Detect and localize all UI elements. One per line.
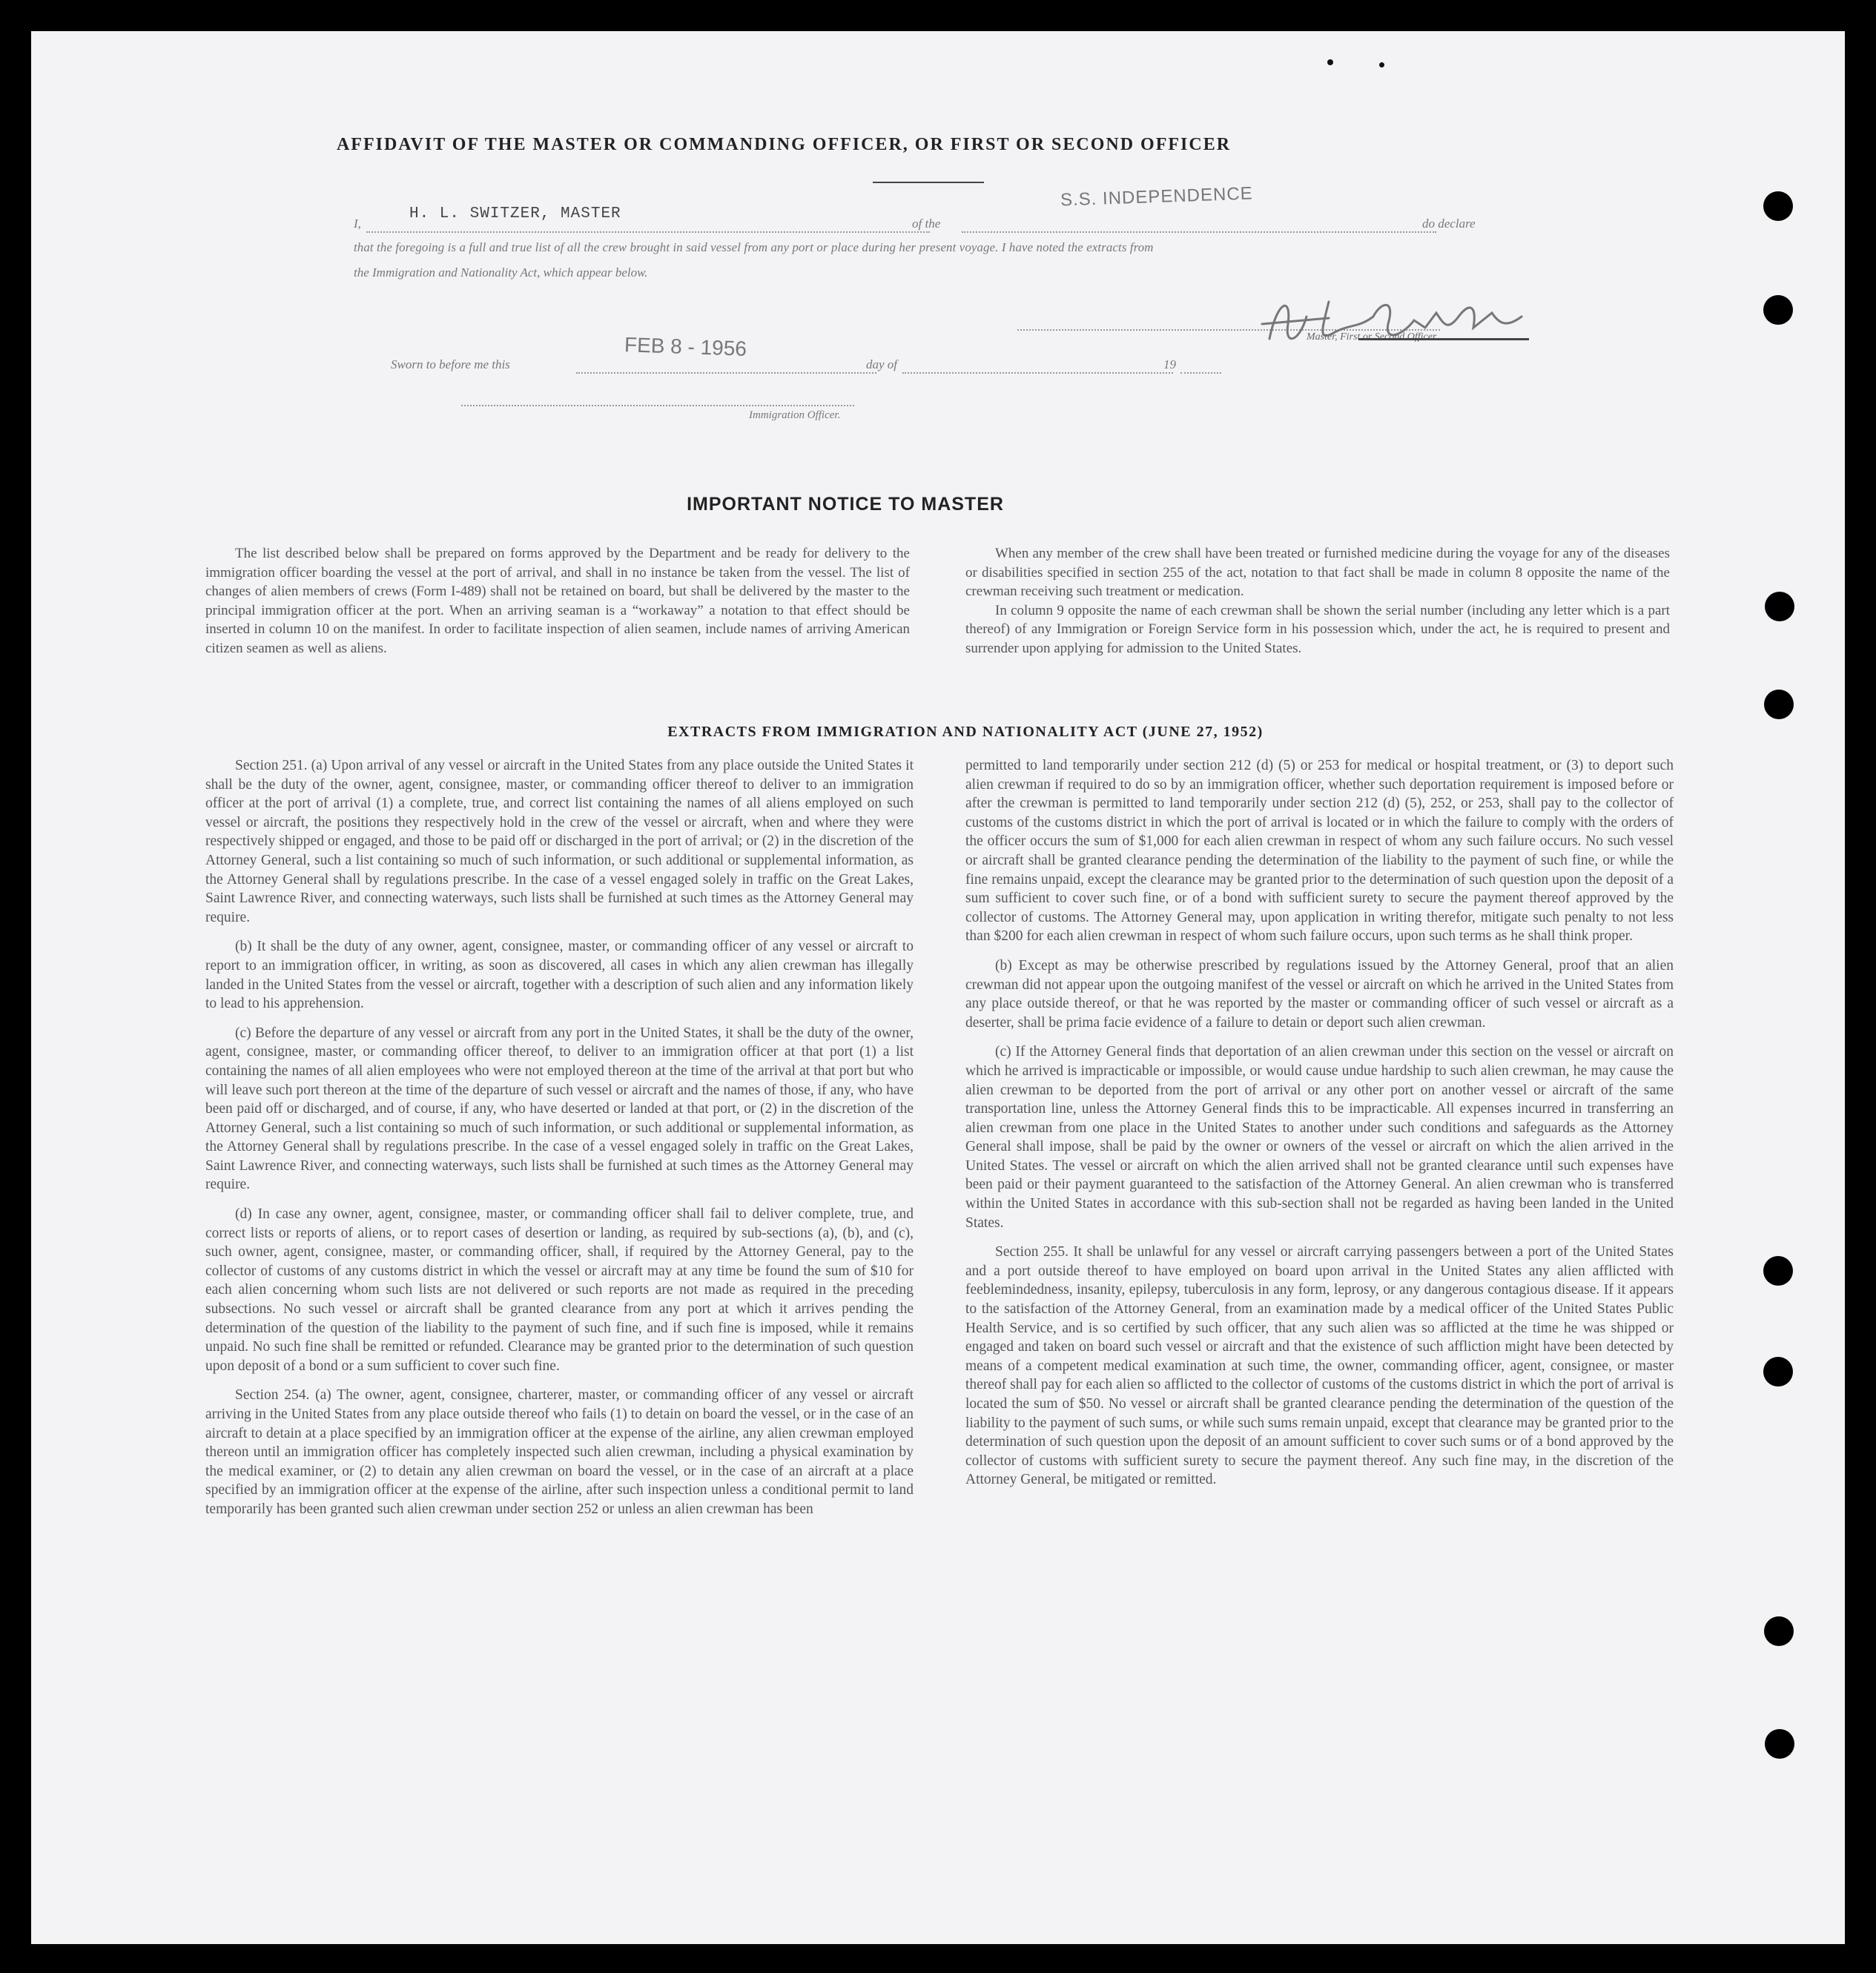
punch-hole [1763,1256,1793,1286]
master-name: H. L. SWITZER, MASTER [409,205,621,222]
section-254-a: Section 254. (a) The owner, agent, consignee, charterer, master, or commanding officer of any vessel or aircraft arriving in the United States from any place outside thereof who fails (1) to detain on board the vessel, or in the case of an aircraft to detain at a place specified by an immigration officer at the expense of the airline, any alien crewman employed thereon until an immigration officer has completely inspected such alien crewman, including a physical examination by the medical examiner, or (2) to detain any alien crewman on board the vessel, or in the case of an aircraft at a place specified by an immigration officer at the expense of the airline, after such inspection unless a conditional permit to land temporarily has been granted such alien crewman under section 252 or unless an alien crewman has been [205,1387,914,1517]
name-line [366,231,930,233]
declaration-line-2: the Immigration and Nationality Act, which appear below. [354,265,648,280]
section-251-b: (b) It shall be the duty of any owner, agent, consignee, master, or commanding officer of any vessel or aircraft to report to an immigration officer, in writing, as soon as discovered, all cases in which any alien crewman has illegally landed in the United States from the vessel or aircraft, together with a description of such alien and any information likely to lead to his apprehension. [205,939,914,1012]
vessel-name-stamp: S.S. INDEPENDENCE [1060,183,1254,211]
notice-heading: IMPORTANT NOTICE TO MASTER [687,494,1004,515]
section-251-a: Section 251. (a) Upon arrival of any vessel or aircraft in the United States from any place outside the United States it shall be the duty of the owner, agent, consignee, master, or commanding officer thereof to deliver to an immigration officer at the port of arrival (1) a complete, true, and correct list containing the names of all aliens employed on such vessel or aircraft, the positions they respectively hold in the crew of the vessel or aircraft, when and where they were respectively shipped or engaged, and those to be paid off or discharged in the port of arrival; or (2) in the discretion of the Attorney General, such a list containing so much of such information, or such additional or supplemental information, as the Attorney General shall by regulations prescribe. In the case of a vessel engaged solely in traffic on the Great Lakes, Saint Lawrence River, and connecting waterways, such lists shall be furnished at such times as the Attorney General may require. [205,758,914,925]
month-line [902,372,1173,374]
master-signature [1247,272,1544,361]
officer-line [461,405,854,406]
affidavit-title: AFFIDAVIT OF THE MASTER OR COMMANDING OFFICER, OR FIRST OR SECOND OFFICER [336,135,1232,154]
punch-hole [1763,295,1793,325]
extracts-heading: EXTRACTS FROM IMMIGRATION AND NATIONALITY ACT (JUNE 27, 1952) [667,724,1264,740]
punch-hole [1764,1616,1794,1646]
vessel-line [962,231,1436,233]
section-254-b: (b) Except as may be otherwise prescribed by regulations issued by the Attorney General, proof that an alien crewman did not appear upon the outgoing manifest of the vessel or aircraft on which he arrived in the United States from any place outside thereof, or that he was reported by the master or commanding officer of such vessel or aircraft as a deserter, shall be prima facie evidence of a failure to detain or deport such alien crewman. [965,957,1674,1031]
title-rule [873,182,984,183]
punch-hole [1763,1357,1793,1387]
of-the-label: of the [912,217,941,231]
notice-right-column [965,544,1670,658]
extracts-right-column [965,756,1674,1500]
year-label: 19 [1160,357,1179,372]
sworn-date-line [576,372,876,374]
scan-speck [1379,62,1384,67]
notice-left-column [205,544,910,658]
section-251-c: (c) Before the departure of any vessel or aircraft from any port in the United States, it shall be the duty of the owner, agent, consignee, master, or commanding officer thereof, to deliver to an immigration officer at that port (1) a list containing the names of all alien employees who were not employed thereon at the time of the arrival at that port but who will leave such port thereon at the time of the departure of such vessel or aircraft and the names of those, if any, who have been paid off or discharged, and of course, if any, who have deserted or landed at that port, or (2) in the discretion of the Attorney General, such a list containing so much of such information, or such additional or supplemental information, as the Attorney General shall by regulations prescribe. In the case of a vessel engaged solely in traffic on the Great Lakes, Saint Lawrence River, and connecting waterways, such lists shall be furnished at such times as the Attorney General may require. [205,1025,914,1193]
extracts-left-column [205,756,914,1530]
section-254-a-continued: permitted to land temporarily under section 212 (d) (5) or 253 for medical or hospital treatment, or (3) to deport such alien crewman if required to do so by an immigration officer, whether such deportation requirement is imposed before or after the crewman is permitted to land temporarily under section 212 (d) (5), 252, or 253, shall pay to the collector of customs of the customs district in which the port of arrival is located or in which the failure to comply with the orders of the officer occurs the sum of $1,000 for each alien crewman in respect of whom any such failure occurs. No such vessel or aircraft shall be granted clearance pending the determination of the liability to the payment of such fine, or while the fine remains unpaid, except the clearance may be granted prior to the determination of such question upon the deposit of a sum sufficient to cover such fine, or of a bond with sufficient surety to secure the payment thereof approved by the collector of customs. The Attorney General may, upon application in writing therefor, mitigate such penalty to not less than $200 for each alien crewman in respect of whom such failure occurs, upon such terms as he shall think proper. [965,758,1674,945]
punch-hole [1763,191,1793,221]
section-255: Section 255. It shall be unlawful for any vessel or aircraft carrying passengers between a port of the United States and a port outside thereof to have employed on board upon arrival in the United States any alien afflicted with feeblemindedness, insanity, epilepsy, tuberculosis in any form, leprosy, or any dangerous contagious disease. If it appears to the satisfaction of the Attorney General, from an examination made by a medical officer of the United States Public Health Service, and is so certified by such officer, that any such alien was so afflicted at the time he was shipped or engaged and taken on board such vessel or aircraft and that the existence of such affliction might have been detected by means of a competent medical examination at such time, the owner, commanding officer, agent, consignee, or master thereof shall pay for each alien so afflicted to the collector of customs of the customs district in which the port of arrival is located the sum of $50. No vessel or aircraft shall be granted clearance pending the determination of the question of the liability to the payment of such sums, or while such sums remain unpaid, except that clearance may be granted prior to the determination of such question upon the deposit of an amount sufficient to cover such sums or of a bond approved by the collector of customs with sufficient surety to secure the payment thereof. Any such fine may, in the discretion of the Attorney General, be mitigated or remitted. [965,1244,1674,1488]
signature-caption-text: Master, First or Second Officer. [1307,331,1439,343]
punch-hole [1765,1729,1794,1759]
punch-hole [1764,690,1794,719]
strikeout-rule [1358,338,1529,340]
sworn-date-stamp: FEB 8 - 1956 [624,333,747,360]
notice-right-paragraph-2: In column 9 opposite the name of each crewman shall be shown the serial number (including any letter which is a part thereof) of any Immigration or Foreign Service form in his possession which, under the act, he is required to present and surrender upon applying for admission to the United States. [965,602,1670,656]
year-line [1180,372,1221,374]
sworn-label: Sworn to before me this [391,357,510,371]
section-251-d: (d) In case any owner, agent, consignee, master, or commanding officer shall fail to deliver complete, true, and correct lists or reports of aliens, or to report cases of desertion or landing, as required by sub-sections (a), (b), and (c), such owner, agent, consignee, master, or commanding officer, shall, if required by the Attorney General, pay to the collector of customs of any customs district in which the vessel or aircraft may at any time be found the sum of $10 for each alien concerning whom such lists are not delivered or such reports are not made as required in the preceding subsections. No such vessel or aircraft shall be granted clearance from any port at which it arrives pending the determination of the question of the liability to the payment of such fine, and if such fine is imposed, while it remains unpaid. No such fine shall be remitted or refunded. Clearance may be granted prior to the determination of such question upon deposit of a bond or a sum sufficient to cover such fine. [205,1206,914,1374]
day-of-label: day of [863,357,900,372]
declaration-line-1: that the foregoing is a full and true list of all the crew brought in said vessel from any port or place during her present voyage. I have noted the extracts from [354,240,1154,254]
do-declare-label: do declare [1418,217,1476,231]
officer-caption: Immigration Officer. [749,409,841,421]
scan-speck [1327,59,1333,65]
document-page [31,31,1845,1944]
i-label: I, [354,217,361,231]
notice-left-paragraph: The list described below shall be prepared on forms approved by the Department and be ready for delivery to the immigration officer boarding the vessel at the port of arrival, and shall in no instance be taken from the vessel. The list of changes of alien members of crews (Form I-489) shall not be retained on board, but shall be delivered by the master to the principal immigration officer at the port. When an arriving seaman is a “workaway” a notation to that effect should be inserted in column 10 on the manifest. In order to facilitate inspection of alien seamen, include names of arriving American citizen seamen as well as aliens. [205,546,910,656]
notice-right-paragraph-1: When any member of the crew shall have been treated or furnished medicine during the voyage for any of the diseases or disabilities specified in section 255 of the act, notation to that fact shall be made in column 8 opposite the name of the crewman receiving such treatment or medication. [965,546,1670,599]
punch-hole [1765,592,1794,621]
signature-caption [1307,331,1438,343]
section-254-c: (c) If the Attorney General finds that deportation of an alien crewman under this section on the vessel or aircraft on which he arrived is impracticable or impossible, or would cause undue hardship to such alien crewman, he may cause the alien crewman to be deported from the port of arrival or any other port on another vessel or aircraft of the same transportation line, unless the Attorney General finds this to be impracticable. All expenses incurred in transferring an alien crewman from one place in the United States to another under such conditions and safeguards as the Attorney General shall impose, shall be paid by the owner or owners of the vessel or aircraft on which the alien arrived in the United States. The vessel or aircraft on which the alien arrived shall not be granted clearance until such expenses have been paid or their payment guaranteed to the satisfaction of the Attorney General. An alien crewman who is transferred within the United States in accordance with this sub-section shall not be regarded as having been landed in the United States. [965,1044,1674,1231]
